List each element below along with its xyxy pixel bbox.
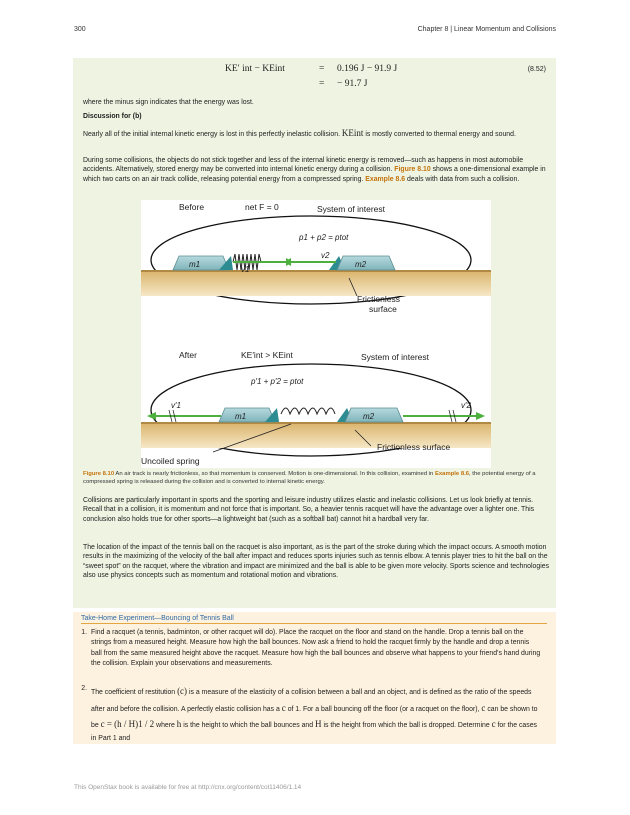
equation-equals-1: = <box>319 64 325 74</box>
discussion-heading: Discussion for (b) <box>83 113 142 120</box>
momentum-after: p′1 + p′2 = ptot <box>251 377 304 386</box>
footer-availability: This OpenStax book is available for free at http://cnx.org/content/col11406/1.14 <box>74 784 302 791</box>
equation-rhs-2: − 91.7 J <box>337 79 368 89</box>
uncoiled-spring-label: Uncoiled spring <box>141 456 200 466</box>
v2-prime-label: v′2 <box>461 401 471 410</box>
frictionless-surface-after: Frictionless surface <box>377 442 451 452</box>
equation-equals-2: = <box>319 79 325 89</box>
caption-figure-label: Figure 8.10 <box>83 471 115 477</box>
impact-location-paragraph: The location of the impact of the tennis ball on the racquet is also important, as is the part of the stroke during which the impact occurs. A smooth motion results in the maximizing of the velocity of the ball after impact and reduces sports injuries such as tennis elbow. A tennis player tries to hit the ball on the “sweet spot” on the racquet, where the vibration and impact are minimized and the ball is able to be given more velocity. Sports science and technologies also use physics concepts such as momentum and rotational motion and vibrations. <box>83 544 550 580</box>
page-number: 300 <box>74 26 86 33</box>
discussion-paragraph: Nearly all of the initial internal kinetic energy is lost in this perfectly inelastic collision. KEint is mostly converted to thermal energy and sound. <box>83 128 516 138</box>
experiment-item-2: 2. The coefficient of restitution (c) is a measure of the elasticity of a collision between a ball and an object, and is defined as the ratio of the speeds after and before the collision. A perfectly elastic collision has a c of 1. For a ball bouncing off the floor (or a racquet on the floor), c can be shown to be c = (h / H)1 / 2 where h is the height to which the ball bounces and H is the height from which the ball is dropped. Determine c for the cases in Part 1 and <box>81 685 538 742</box>
before-label: Before <box>179 202 205 212</box>
equation-rhs-1: 0.196 J − 91.9 J <box>337 64 398 74</box>
collisions-paragraph: During some collisions, the objects do not stick together and less of the internal kinetic energy is removed—such as happens in most automobile accidents. Alternatively, stored energy may be converted into internal kinetic energy during a collision. Figure 8.10 shows a one-dimensional example in which two carts on an air track collide, releasing potential energy from a compressed spring. Example 8.6 deals with data from such a collision. <box>83 157 546 183</box>
m2-label-after: m2 <box>363 412 375 421</box>
ke-int-symbol: KEint <box>341 128 364 138</box>
chapter-title: Chapter 8 | Linear Momentum and Collisions <box>417 26 556 33</box>
figure-caption: Figure 8.10 An air track is nearly frictionless, so that momentum is conserved. Motion is one-dimensional. In this collision, examined in Example 8.6, the potential energy of a compressed spring is released during the collision and is converted to internal kinetic energy. <box>83 471 536 486</box>
restitution-formula: c = (h / H)1 / 2 <box>100 719 155 730</box>
equation-number: (8.52) <box>527 66 546 73</box>
example-solution-box <box>73 58 556 608</box>
v1-prime-label: v′1 <box>171 401 181 410</box>
momentum-before: p1 + p2 = ptot <box>299 233 349 242</box>
m2-label-before: m2 <box>355 260 367 269</box>
experiment-title: Take-Home Experiment—Bouncing of Tennis Ball <box>81 615 547 624</box>
figure-8-10-air-track <box>141 200 491 468</box>
ke-comparison-label: KE′int > KEint <box>241 350 293 360</box>
m1-label-after: m1 <box>235 412 247 421</box>
system-label-after: System of interest <box>361 352 430 362</box>
system-label-before: System of interest <box>317 204 386 214</box>
cart-m1-after <box>219 408 275 422</box>
after-label: After <box>179 350 197 360</box>
experiment-item-1: 1. Find a racquet (a tennis, badminton, or other racquet will do). Place the racquet on the floor and stand on the handle. Drop a tennis ball on the strings from a measured height. Measure how high the ball bounces. Now ask a friend to hold the racquet firmly by the handle and drop a tennis ball from the same measured height above the racquet. Measure how high the ball bounces and observe what happens to your friend’s hand during the collision. Explain your observations and measurements. <box>81 629 541 668</box>
uncoiled-spring-drawing <box>281 408 335 414</box>
equation-lhs: KE′ int − KEint <box>225 64 285 74</box>
cart-m1-before <box>173 256 229 270</box>
take-home-experiment-box <box>73 612 556 744</box>
minus-sign-text: where the minus sign indicates that the energy was lost. <box>83 99 254 106</box>
air-track-diagram <box>141 200 491 468</box>
figure-8-10-link[interactable]: Figure 8.10 <box>394 166 431 174</box>
sports-paragraph: Collisions are particularly important in sports and the sporting and leisure industry utilizes elastic and inelastic collisions. Let us look briefly at tennis. Recall that in a collision, it is momentum and not force that is important. So, a heavier tennis racquet will have the advantage over a lighter one. This conclusion also holds true for other sports—a lightweight bat (such as a softball bat) cannot hit a hardball very far. <box>83 497 535 523</box>
example-8-6-link[interactable]: Example 8.6 <box>365 175 406 183</box>
frictionless-label-2: surface <box>369 304 397 314</box>
v2-label: v2 <box>321 251 330 260</box>
net-force-label: net F = 0 <box>245 202 279 212</box>
v1-label: v1 <box>241 265 250 274</box>
caption-example-link[interactable]: Example 8.6 <box>434 471 470 477</box>
air-track-before <box>141 270 491 296</box>
m1-label-before: m1 <box>189 260 201 269</box>
frictionless-label-1: Frictionless <box>357 294 400 304</box>
